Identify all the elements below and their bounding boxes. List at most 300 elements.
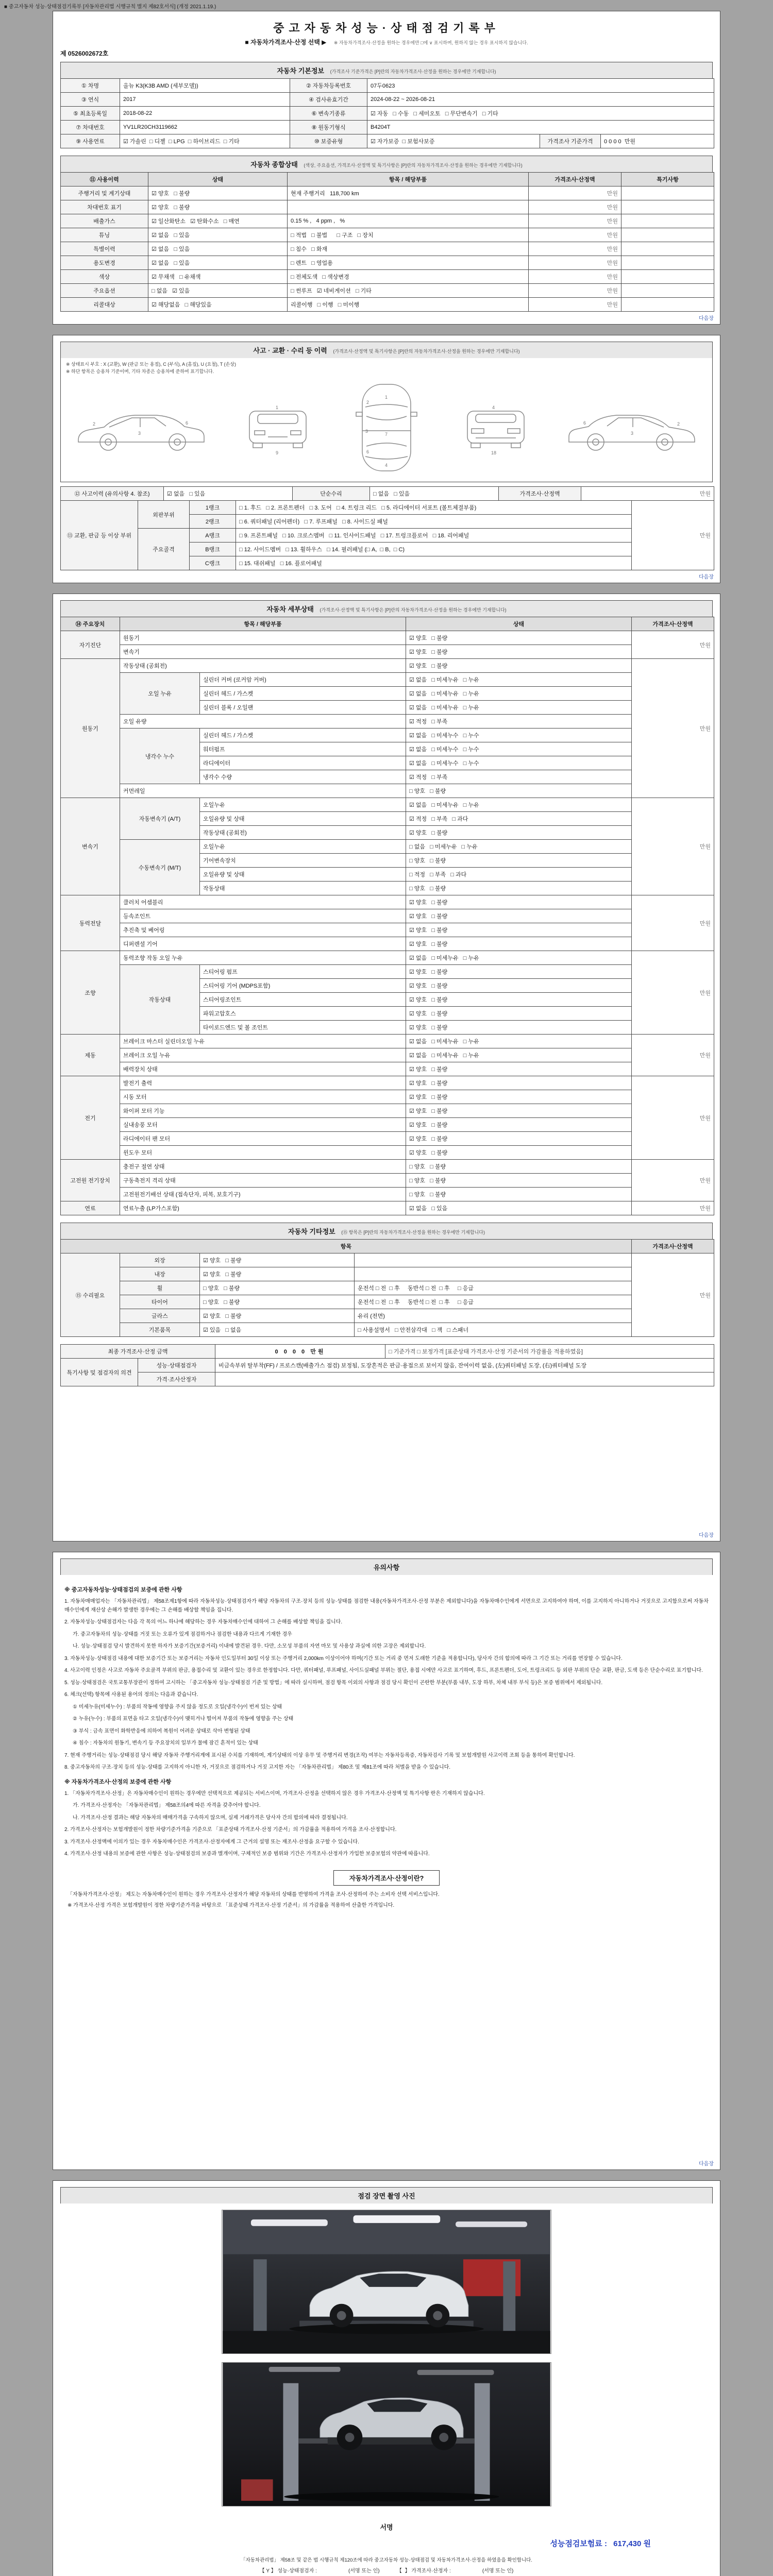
detail-price: 만원 <box>632 631 714 659</box>
svg-text:4: 4 <box>385 463 388 468</box>
detail-state: ☑ 적정 □ 부족 <box>406 770 632 784</box>
notice-paragraph: 3. 가격조사·산정액에 이의가 있는 경우 자동차매수인은 가격조사·산정자에게 그 근거의 설명 또는 재조사·산정을 요구할 수 있습니다. <box>64 1839 359 1845</box>
document-title: 중고자동차성능·상태점검기록부 <box>273 22 500 35</box>
detail-state: ☑ 양호 □ 불량 <box>406 1118 632 1132</box>
detail-state: □ 양호 □ 불량 <box>406 1188 632 1201</box>
detail-group-label: 연료 <box>61 1201 120 1215</box>
final-price-note: □ 기준가격 □ 보정가격 [표준상태 가격조사·산정 기준서의 가감률을 적용하였음] <box>385 1345 714 1359</box>
overall-detail <box>288 200 529 214</box>
etc-item-label: 기본품목 <box>120 1323 200 1337</box>
document-number: 제 0526002672호 <box>60 50 109 57</box>
overall-remark <box>621 200 714 214</box>
overall-price: 만원 <box>529 284 621 298</box>
detail-item: 실린더 헤드 / 가스켓 <box>200 728 406 742</box>
detail-state: ☑ 없음 □ 미세누수 □ 누수 <box>406 728 632 742</box>
detail-item: 시동 모터 <box>120 1090 406 1104</box>
detail-state: ☑ 양호 □ 불량 <box>406 909 632 923</box>
next-page-link[interactable]: 다음장 <box>699 316 714 321</box>
detail-condition-row <box>61 951 714 965</box>
detail-state: ☑ 양호 □ 불량 <box>406 1146 632 1160</box>
etc-state: □ 양호 □ 불량 <box>200 1281 355 1295</box>
etc-item-label: 휠 <box>120 1281 200 1295</box>
accident-history-label: ⑫ 사고이력 (유의사항 4. 참조) <box>61 487 164 501</box>
basic-field-label: ① 차명 <box>61 79 120 93</box>
detail-item: 실내송풍 모터 <box>120 1118 406 1132</box>
etc-group-label: ⑮ 수리필요 <box>61 1253 120 1337</box>
overall-remark <box>621 298 714 312</box>
basic-field-value: 2018-08-22 <box>120 107 290 121</box>
detail-condition-row <box>61 728 714 742</box>
notice-list-inspection <box>64 1598 709 1772</box>
price-survey-select[interactable]: ■ 자동차가격조사·산정 선택 ▶ <box>245 39 327 46</box>
accident-note: (가격조사·산정액 및 특기사항은 [P]란의 자동차가격조사·산정을 원하는 경우에만 기재합니다) <box>333 349 520 354</box>
detail-state: ☑ 없음 □ 미세누유 □ 누유 <box>406 673 632 687</box>
overall-remark <box>621 242 714 256</box>
detail-condition-row <box>61 1160 714 1174</box>
basic-field-label: ⑦ 차대번호 <box>61 121 120 134</box>
detail-item: 작동상태 <box>200 882 406 895</box>
car-diagram-front <box>239 395 316 462</box>
notice-paragraph: 1. 자동차매매업자는 「자동차관리법」 제58조제1항에 따라 자동차성능·상태점검자가 해당 자동차의 구조·장치 등의 성능·상태를 점검한 내용(자동차가격조사·산정 부분은 제외합니다)을 자동차매수인에게 서면으로 고지하여야 하며, 이를 고지하지 아니하거나 거짓으로 고지함으로써 자동차매수인에게 재산상 손해가 발생한 경우에는 그 손해를 배상할 책임을 집니다. <box>64 1599 709 1613</box>
simple-repair-label: 단순수리 <box>293 487 370 501</box>
sheet-detail-condition <box>53 594 720 1541</box>
column-header: 상태 <box>406 617 632 631</box>
overall-remark <box>621 214 714 228</box>
detail-item: 윈도우 모터 <box>120 1146 406 1160</box>
detail-item: 스티어링 기어 (MDPS포함) <box>200 979 406 993</box>
detail-item: 워터펌프 <box>200 742 406 756</box>
detail-item: 오일누유 <box>200 840 406 854</box>
overall-remark <box>621 187 714 200</box>
final-price-row <box>61 1345 714 1359</box>
detail-condition-row <box>61 659 714 673</box>
overall-item-label: 튜닝 <box>61 228 148 242</box>
detail-sub-label: 자동변속기 (A/T) <box>120 798 200 840</box>
basic-field-label: ③ 연식 <box>61 93 120 107</box>
detail-state: ☑ 없음 □ 미세누수 □ 누수 <box>406 756 632 770</box>
detail-item: 클러치 어셈블리 <box>120 895 406 909</box>
detail-group-label: 변속기 <box>61 798 120 895</box>
detail-state: ☑ 양호 □ 불량 <box>406 923 632 937</box>
detail-condition-row <box>61 1062 714 1076</box>
etc-extra <box>355 1267 632 1281</box>
detail-state: ☑ 적정 □ 부족 □ 과다 <box>406 812 632 826</box>
notice-paragraph: 8. 중고자동차의 구조·장치 등의 성능·상태를 고지하지 아니한 자, 거짓으로 점검하거나 거짓 고지한 자는 「자동차관리법」 제80조 및 제81조에 따라 처벌을 받을 수 있습니다. <box>64 1765 451 1770</box>
etc-info-row <box>61 1253 714 1267</box>
detail-item: 배력장치 상태 <box>120 1062 406 1076</box>
basic-field-value: ☑ 자가보증 □ 보험사보증 <box>367 134 540 148</box>
column-header: ⑭ 주요장치 <box>61 617 120 631</box>
section-title-basic-info <box>60 62 713 78</box>
opinion-who: 성능·상태점검자 <box>138 1359 215 1372</box>
detail-group-label: 동력전달 <box>61 895 120 951</box>
etc-extra: 운전석 □ 전 □ 후 동반석 □ 전 □ 후 □ 응급 <box>355 1295 632 1309</box>
notice-paragraph: 7. 현재 주행거리는 성능·상태점검 당시 해당 자동차 주행거리계에 표시된 수치를 기재하며, 계기상태의 이상 유무 및 주행거리 변경(조작) 여부는 자동차등록증, 자동차검사 기록 및 보험개발원 사고이력 조회 등을 통하여 확인합니다. <box>64 1752 575 1758</box>
overall-condition-row <box>61 200 714 214</box>
svg-text:6: 6 <box>583 420 586 426</box>
basic-field-value: ☑ 자동 □ 수동 □ 세미오토 □ 무단변속기 □ 기타 <box>367 107 714 121</box>
overall-header-row <box>61 173 714 187</box>
detail-item: 스티어링조인트 <box>200 993 406 1007</box>
etc-info-row <box>61 1309 714 1323</box>
detail-state: ☑ 적정 □ 부족 <box>406 715 632 728</box>
signature-title: 서명 <box>380 2523 393 2531</box>
photos-title: 점검 장면 촬영 사진 <box>358 2192 415 2200</box>
exchange-rank: 2랭크 <box>190 515 236 529</box>
detail-condition-row <box>61 1201 714 1215</box>
next-page-link[interactable]: 다음장 <box>699 1533 714 1538</box>
exchange-items: □ 12. 사이드멤버 □ 13. 휠하우스 □ 14. 필러패널 (□ A, □ B, □ C) <box>236 543 632 556</box>
car-diagram-top <box>343 380 430 476</box>
etc-state: ☑ 양호 □ 불량 <box>200 1267 355 1281</box>
overall-price: 만원 <box>529 270 621 284</box>
detail-item: 작동상태 (공회전) <box>200 826 406 840</box>
etc-note: (⑮ 항목은 [P]란의 자동차가격조사·산정을 원하는 경우에만 기재합니다) <box>341 1230 485 1235</box>
basic-info-row <box>61 79 714 93</box>
detail-group-label: 제동 <box>61 1035 120 1076</box>
detail-group-label: 조향 <box>61 951 120 1035</box>
detail-state: ☑ 양호 □ 불량 <box>406 993 632 1007</box>
overall-state: ☑ 일산화탄소 ☑ 탄화수소 □ 매연 <box>148 214 288 228</box>
notice-section-title: ※ 자동차가격조사·산정의 보증에 관한 사항 <box>64 1778 172 1785</box>
section-title-accident <box>60 342 713 358</box>
detail-item: 추진축 및 베어링 <box>120 923 406 937</box>
basic-field-label: ⑧ 원동기형식 <box>290 121 367 134</box>
overall-condition-row <box>61 298 714 312</box>
detail-price: 만원 <box>632 1201 714 1215</box>
detail-state: □ 없음 □ 미세누유 □ 누유 <box>406 840 632 854</box>
overall-condition-table <box>60 172 714 312</box>
detail-state: ☑ 양호 □ 불량 <box>406 1076 632 1090</box>
notice-section-title: ※ 중고자동차성능·상태점검의 보증에 관한 사항 <box>64 1587 182 1593</box>
svg-text:7: 7 <box>385 432 388 437</box>
column-header: 상태 <box>148 173 288 187</box>
overall-state: ☑ 양호 □ 불량 <box>148 200 288 214</box>
overall-remark <box>621 284 714 298</box>
svg-text:6: 6 <box>366 449 369 454</box>
final-price-table <box>60 1344 714 1359</box>
detail-condition-row <box>61 965 714 979</box>
overall-detail: 0.15 % , 4 ppm , % <box>288 214 529 228</box>
detail-item: 원동기 <box>120 631 406 645</box>
exchange-category: 주요골격 <box>138 529 190 570</box>
detail-price: 만원 <box>632 1076 714 1160</box>
detail-price: 만원 <box>632 798 714 895</box>
column-header: 항목 / 해당부품 <box>120 617 406 631</box>
price-survey-select-row <box>60 38 713 47</box>
detail-item: 실린더 블록 / 오일팬 <box>200 701 406 715</box>
detail-condition-table <box>60 617 714 1215</box>
detail-state: □ 적정 □ 부족 □ 과다 <box>406 868 632 882</box>
detail-item: 디퍼렌셜 기어 <box>120 937 406 951</box>
basic-field-value: ☑ 가솔린 □ 디젤 □ LPG □ 하이브리드 □ 기타 <box>120 134 290 148</box>
car-diagram-side-right <box>561 395 705 462</box>
overall-detail: 리콜이행 □ 이행 □ 미이행 <box>288 298 529 312</box>
detail-item: 브레이크 마스터 실린더오일 누유 <box>120 1035 406 1048</box>
detail-condition-row <box>61 631 714 645</box>
premium-value: 617,430 원 <box>613 2539 651 2548</box>
section-title-photos <box>60 2187 713 2204</box>
exchange-group-label: ⑬ 교환, 판금 등 이상 부위 <box>61 501 138 570</box>
notice-paragraph: 나. 가격조사·산정 결과는 해당 자동차의 매매가격을 구속하지 않으며, 실제 거래가격은 당사자 간의 합의에 따라 결정됩니다. <box>73 1815 348 1821</box>
car-diagram-side-left <box>68 395 212 462</box>
overall-condition-row <box>61 284 714 298</box>
detail-condition-row <box>61 1174 714 1188</box>
column-header: 가격조사·산정액 <box>632 617 714 631</box>
overall-note: (색상, 주요옵션, 가격조사·산정액 및 특기사항은 [P]란의 자동차가격조사·산정을 원하는 경우에만 기재합니다) <box>304 163 523 168</box>
opinion-row <box>61 1372 714 1386</box>
detail-item: 고전원전기배선 상태 (접속단자, 피복, 보호기구) <box>120 1188 406 1201</box>
overall-condition-row <box>61 214 714 228</box>
detail-state: □ 양호 □ 불량 <box>406 854 632 868</box>
detail-item: 실린더 헤드 / 가스켓 <box>200 687 406 701</box>
detail-condition-row <box>61 1048 714 1062</box>
detail-state: ☑ 양호 □ 불량 <box>406 659 632 673</box>
inspection-photo-1 <box>222 2210 551 2354</box>
accident-history-state: ☑ 없음 □ 있음 <box>164 487 293 501</box>
detail-item: 오일누유 <box>200 798 406 812</box>
exchange-rank: 1랭크 <box>190 501 236 515</box>
detail-condition-row <box>61 673 714 687</box>
etc-title: 자동차 기타정보 <box>288 1228 335 1235</box>
detail-item: 파워고압호스 <box>200 1007 406 1021</box>
overall-price: 만원 <box>529 298 621 312</box>
basic-field-value: 2017 <box>120 93 290 107</box>
detail-state: ☑ 양호 □ 불량 <box>406 1104 632 1118</box>
detail-item: 실린더 커버 (로커암 커버) <box>200 673 406 687</box>
detail-condition-row <box>61 1146 714 1160</box>
overall-condition-row <box>61 270 714 284</box>
detail-item: 와이퍼 모터 기능 <box>120 1104 406 1118</box>
basic-field-value: B4204T <box>367 121 714 134</box>
etc-extra: 유리 (전면) <box>355 1309 632 1323</box>
explainer-lines <box>64 1891 709 1910</box>
exchange-category: 외판부위 <box>138 501 190 529</box>
exchange-items: □ 1. 후드 □ 2. 프론트펜더 □ 3. 도어 □ 4. 트렁크 리드 □ 5. 라디에이터 서포트 (볼트체결부품) <box>236 501 632 515</box>
overall-state: □ 없음 ☑ 있음 <box>148 284 288 298</box>
overall-item-label: 리콜대상 <box>61 298 148 312</box>
basic-field-value: 07두0623 <box>367 79 714 93</box>
accident-history-row <box>61 487 714 501</box>
basic-info-note: (가격조사 기준가격은 [P]란의 자동차가격조사·산정을 원하는 경우에만 기재합니다) <box>330 69 496 74</box>
rank-legend: ※ 하단 항목은 승용차 기준이며, 기타 차종은 승용차에 준하여 표기합니다. <box>66 368 214 374</box>
detail-state: ☑ 양호 □ 불량 <box>406 965 632 979</box>
detail-state: ☑ 양호 □ 불량 <box>406 895 632 909</box>
overall-detail: 현재 주행거리 118,700 km <box>288 187 529 200</box>
detail-state: □ 양호 □ 불량 <box>406 1160 632 1174</box>
detail-item: 등속조인트 <box>120 909 406 923</box>
notice-paragraph: 5. 성능·상태점검은 국토교통부장관이 정하여 고시하는 「중고자동차 성능·상태점검 기준 및 방법」에 따라 실시하며, 점검 항목 이외의 사항과 점검 당시 확인이 곤란한 부분(부품 내부, 도장 하부, 차체 내부 부식 등)은 보증 범위에서 제외됩니다. <box>64 1680 603 1686</box>
overall-condition-row <box>61 242 714 256</box>
car-diagrams <box>66 375 707 478</box>
detail-state: ☑ 양호 □ 불량 <box>406 1132 632 1146</box>
etc-item-label: 글라스 <box>120 1309 200 1323</box>
detail-state: ☑ 양호 □ 불량 <box>406 1021 632 1035</box>
notice-paragraph: 3. 자동차성능·상태점검 내용에 대한 보증기간 또는 보증거리는 자동차 인도일부터 30일 이상 또는 주행거리 2,000km 이상이어야 하며(기간 또는 거리 중 먼저 도래한 기준을 적용합니다), 당사자 간의 합의에 따라 그 기간 또는 거리를 연장할 수 있습니다. <box>64 1655 623 1662</box>
etc-price: 만원 <box>632 1253 714 1337</box>
detail-state: ☑ 없음 □ 있음 <box>406 1201 632 1215</box>
overall-state: ☑ 없음 □ 있음 <box>148 256 288 270</box>
svg-text:3: 3 <box>365 429 368 434</box>
basic-field-label: ⑥ 변속기종류 <box>290 107 367 121</box>
detail-item: 구동축전지 격리 상태 <box>120 1174 406 1188</box>
overall-price: 만원 <box>529 242 621 256</box>
overall-remark <box>621 256 714 270</box>
detail-item: 라디에이터 <box>200 756 406 770</box>
section-title-etc <box>60 1223 713 1239</box>
basic-info-row <box>61 121 714 134</box>
overall-detail: □ 침수 □ 화재 <box>288 242 529 256</box>
detail-condition-row <box>61 1090 714 1104</box>
price-survey-explainer <box>64 1870 709 1910</box>
detail-group-label: 고전원 전기장치 <box>61 1160 120 1201</box>
detail-state: ☑ 양호 □ 불량 <box>406 631 632 645</box>
detail-item: 스티어링 펌프 <box>200 965 406 979</box>
detail-condition-row <box>61 645 714 659</box>
exchange-items: □ 6. 쿼터패널 (리어펜더) □ 7. 루프패널 □ 8. 사이드실 패널 <box>236 515 632 529</box>
notice-paragraph: 2. 자동차성능·상태점검자는 다음 각 목의 어느 하나에 해당하는 경우 자동차매수인에 대하여 그 손해를 배상할 책임을 집니다. <box>64 1619 343 1625</box>
overall-item-label: 차대번호 표기 <box>61 200 148 214</box>
overall-remark <box>621 270 714 284</box>
etc-extra: □ 사용설명서 □ 안전삼각대 □ 잭 □ 스패너 <box>355 1323 632 1337</box>
sheet-photos-signature <box>53 2180 720 2576</box>
detail-header-row <box>61 617 714 631</box>
detail-state: ☑ 없음 □ 미세누유 □ 누유 <box>406 1035 632 1048</box>
accident-price-value: 만원 <box>581 487 714 501</box>
form-reference-note: ■ 중고자동차 성능·상태점검기록부 [자동차관리법 시행규칙 별지 제82호서식] (개정 2021.1.19.) <box>4 4 216 10</box>
detail-note: (가격조사·산정액 및 특기사항은 [P]란의 자동차가격조사·산정을 원하는 경우에만 기재합니다) <box>320 607 507 613</box>
opinion-text <box>215 1372 714 1386</box>
accident-diagram-panel <box>60 358 713 482</box>
exchange-items: □ 9. 프론트패널 □ 10. 크로스멤버 □ 11. 인사이드패널 □ 17. 트렁크플로어 □ 18. 리어패널 <box>236 529 632 543</box>
detail-item: 라디에이터 팬 모터 <box>120 1132 406 1146</box>
opinion-text: 비금속부위 탈부착(FF) / 프로스캔(배출가스 점검) 보정됨, 도장흔적은 판금·용접으로 보이지 않음, 잔여이력 없음, (左)쿼터패널 도장, (右)쿼터패널 도장 <box>215 1359 714 1372</box>
detail-condition-row <box>61 1118 714 1132</box>
detail-condition-row <box>61 798 714 812</box>
svg-text:3: 3 <box>631 430 634 436</box>
etc-state: □ 양호 □ 불량 <box>200 1295 355 1309</box>
basic-field-value: 2024-08-22 ~ 2026-08-21 <box>367 93 714 107</box>
etc-info-row <box>61 1323 714 1337</box>
etc-item-label: 내장 <box>120 1267 200 1281</box>
overall-item-label: 주요옵션 <box>61 284 148 298</box>
exchange-items: □ 15. 대쉬패널 □ 16. 플로어패널 <box>236 556 632 570</box>
detail-state: ☑ 양호 □ 불량 <box>406 1007 632 1021</box>
opinion-table <box>60 1358 714 1386</box>
detail-item: 발전기 출력 <box>120 1076 406 1090</box>
detail-item: 변속기 <box>120 645 406 659</box>
exchange-panel-table <box>60 500 714 570</box>
opinion-who: 가격·조사산정자 <box>138 1372 215 1386</box>
etc-extra <box>355 1253 632 1267</box>
etc-state: ☑ 양호 □ 불량 <box>200 1253 355 1267</box>
detail-state: □ 양호 □ 불량 <box>406 784 632 798</box>
detail-title: 자동차 세부상태 <box>266 605 314 613</box>
exchange-rank: A랭크 <box>190 529 236 543</box>
column-header: ⑪ 사용이력 <box>61 173 148 187</box>
basic-price-label: 가격조사 기준가격 <box>540 134 601 148</box>
basic-info-table <box>60 78 714 148</box>
detail-sub-label: 냉각수 누수 <box>120 728 200 784</box>
overall-item-label: 주행거리 및 계기상태 <box>61 187 148 200</box>
notice-list-pricing <box>64 1790 709 1859</box>
overall-state: ☑ 양호 □ 불량 <box>148 187 288 200</box>
accident-title: 사고 · 교환 · 수리 등 이력 <box>253 347 327 354</box>
overall-condition-row <box>61 187 714 200</box>
detail-state: ☑ 없음 □ 미세누유 □ 누유 <box>406 798 632 812</box>
detail-group-label: 전기 <box>61 1076 120 1160</box>
basic-field-label: ⑨ 사용연료 <box>61 134 120 148</box>
overall-condition-row <box>61 256 714 270</box>
detail-condition-row <box>61 1104 714 1118</box>
etc-info-row <box>61 1281 714 1295</box>
detail-state: ☑ 없음 □ 미세누유 □ 누유 <box>406 951 632 965</box>
basic-field-label: ⑤ 최초등록일 <box>61 107 120 121</box>
overall-price: 만원 <box>529 187 621 200</box>
detail-condition-row <box>61 715 714 728</box>
detail-condition-row <box>61 895 714 909</box>
overall-remark <box>621 228 714 242</box>
overall-item-label: 색상 <box>61 270 148 284</box>
etc-info-row <box>61 1267 714 1281</box>
overall-item-label: 배출가스 <box>61 214 148 228</box>
etc-extra: 운전석 □ 전 □ 후 동반석 □ 전 □ 후 □ 응급 <box>355 1281 632 1295</box>
detail-item: 작동상태 (공회전) <box>120 659 406 673</box>
explainer-title: 자동차가격조사·산정이란? <box>333 1870 440 1886</box>
etc-item-label: 타이어 <box>120 1295 200 1309</box>
section-title-detail <box>60 600 713 617</box>
sheet-basic-overall <box>53 11 720 325</box>
basic-info-row <box>61 93 714 107</box>
column-header: 항목 / 해당부품 <box>288 173 529 187</box>
car-diagram-rear <box>457 395 534 462</box>
detail-sub-label: 수동변속기 (M/T) <box>120 840 200 895</box>
photo-stack <box>60 2204 713 2517</box>
detail-state: ☑ 양호 □ 불량 <box>406 979 632 993</box>
column-header: 항목 <box>61 1240 632 1253</box>
overall-condition-row <box>61 228 714 242</box>
notice-paragraph: 2. 가격조사·산정자는 보험개발원이 정한 차량기준가격을 기준으로 「표준상태 가격조사·산정 기준서」의 가감률을 적용하여 가격을 조사·산정합니다. <box>64 1827 397 1833</box>
simple-repair-state: □ 없음 □ 있음 <box>370 487 499 501</box>
basic-field-label: ④ 검사유효기간 <box>290 93 367 107</box>
notice-paragraph: ① 미세누유(미세누수) : 부품의 작동에 영향을 주지 않을 정도로 오일(냉각수)이 번져 있는 상태 <box>73 1704 282 1710</box>
exchange-row <box>61 529 714 543</box>
exchange-rank: B랭크 <box>190 543 236 556</box>
detail-item: 오일 유량 <box>120 715 406 728</box>
etc-info-table <box>60 1239 714 1337</box>
detail-condition-row <box>61 937 714 951</box>
basic-info-title: 자동차 기본정보 <box>277 67 324 75</box>
notice-paragraph: 나. 성능·상태점검 당시 발견하지 못한 하자가 보증기간(보증거리) 이내에 발견된 경우. 다만, 소모성 부품의 자연 마모 및 사용상 과실에 의한 고장은 제외합니다. <box>73 1643 426 1649</box>
detail-group-label: 원동기 <box>61 659 120 798</box>
svg-text:3: 3 <box>138 430 141 436</box>
final-price-value: 0 0 0 0 만원 <box>215 1345 385 1359</box>
overall-price: 만원 <box>529 228 621 242</box>
next-page-link[interactable]: 다음장 <box>699 2161 714 2167</box>
next-page-link[interactable]: 다음장 <box>699 574 714 580</box>
section-title-overall <box>60 156 713 172</box>
detail-price: 만원 <box>632 659 714 798</box>
svg-text:9: 9 <box>275 450 278 455</box>
detail-item: 충전구 절연 상태 <box>120 1160 406 1174</box>
notices-title: 유의사항 <box>373 1564 400 1571</box>
sheet-accident-history <box>53 335 720 583</box>
section-title-notices <box>60 1558 713 1575</box>
basic-field-label: ⑩ 보증유형 <box>290 134 367 148</box>
etc-state: ☑ 있음 □ 없음 <box>200 1323 355 1337</box>
detail-state: ☑ 양호 □ 불량 <box>406 1090 632 1104</box>
notice-paragraph: ※ 가격조사·산정 가격은 보험개발원이 정한 차량기준가격을 바탕으로 「표준상태 가격조사·산정 기준서」의 가감률을 적용하여 산출한 가격입니다. <box>68 1903 395 1908</box>
